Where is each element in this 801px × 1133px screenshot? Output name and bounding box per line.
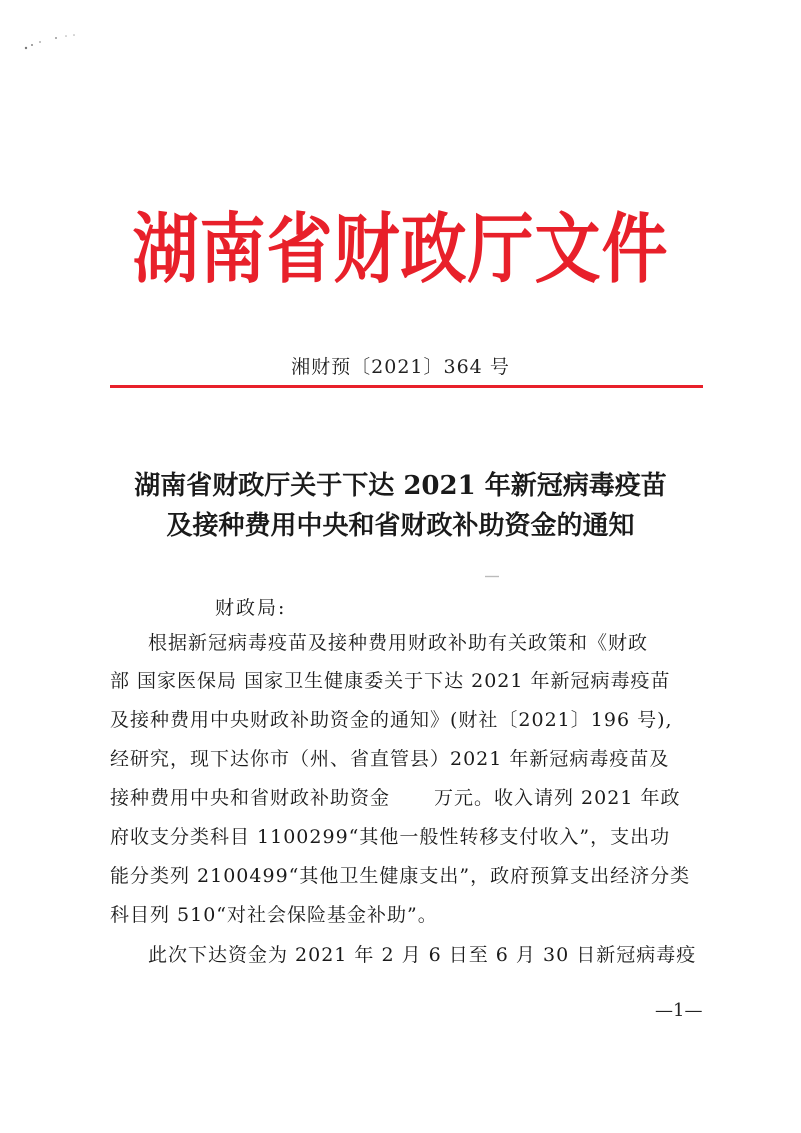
body-line: 部 国家医保局 国家卫生健康委关于下达 2021 年新冠病毒疫苗 <box>110 670 671 692</box>
body-line-part: 万元。收入请列 2021 年政 <box>434 787 681 809</box>
document-header-title: 湖南省财政厅文件 <box>132 205 669 294</box>
body-line-part: 接种费用中央和省财政补助资金 <box>110 787 391 809</box>
red-divider-line <box>110 385 703 388</box>
body-line: 此次下达资金为 2021 年 2 月 6 日至 6 月 30 日新冠病毒疫 <box>148 944 697 966</box>
scan-mark <box>485 575 499 578</box>
body-line: 根据新冠病毒疫苗及接种费用财政补助有关政策和《财政 <box>148 632 649 654</box>
page-number: —1— <box>655 1000 703 1021</box>
addressee: 财政局: <box>215 597 287 619</box>
body-line: 能分类列 2100499“其他卫生健康支出”，政府预算支出经济分类 <box>110 865 691 887</box>
scan-speckles <box>22 32 82 56</box>
body-line: 及接种费用中央财政补助资金的通知》(财社〔2021〕196 号), <box>110 709 673 731</box>
notice-title-line-2: 及接种费用中央和省财政补助资金的通知 <box>166 511 635 541</box>
notice-title-line-1: 湖南省财政厅关于下达 2021 年新冠病毒疫苗 <box>134 471 667 501</box>
body-line <box>110 783 680 810</box>
body-line: 府收支分类科目 1100299“其他一般性转移支付收入”，支出功 <box>110 826 671 848</box>
body-line: 经研究，现下达你市（州、省直管县）2021 年新冠病毒疫苗及 <box>110 748 670 770</box>
document-number: 湘财预〔2021〕364 号 <box>291 356 510 378</box>
body-line: 科目列 510“对社会保险基金补助”。 <box>110 904 438 926</box>
notice-title <box>0 466 801 546</box>
